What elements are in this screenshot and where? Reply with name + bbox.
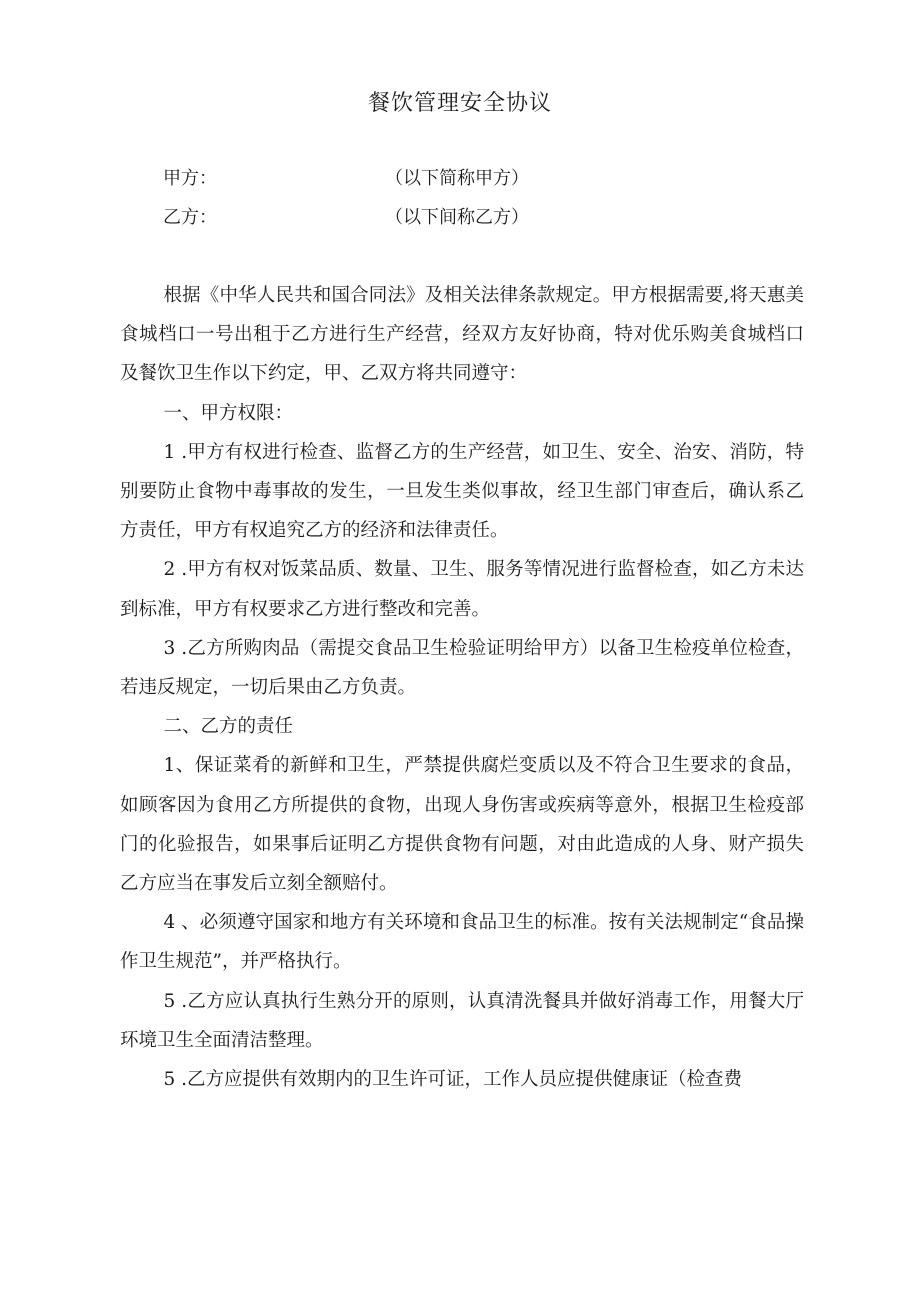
party-a-label: 甲方： bbox=[163, 168, 217, 189]
clause-b5b: 5 .乙方应提供有效期内的卫生许可证，工作人员应提供健康证（检查费 bbox=[163, 1069, 743, 1091]
agreement-body bbox=[120, 276, 804, 1099]
clause-b1: 1、保证菜肴的新鲜和卫生，严禁提供腐烂变质以及不符合卫生要求的食品，如顾客因为食用乙方所提供的食物，出现人身伤害或疾病等意外，根据卫生检疫部门的化验报告，如果事后证明乙方提供食物有问题，对由此造成的人身、财产损失乙方应当在事发后立刻全额赔付。 bbox=[120, 755, 804, 895]
section-heading-party-a-rights: 一、甲方权限： bbox=[163, 402, 293, 424]
party-b-note: （以下间称乙方） bbox=[385, 207, 529, 228]
clause-b5a: 5 .乙方应认真执行生熟分开的原则，认真清洗餐具并做好消毒工作，用餐大厅环境卫生全面清洁整理。 bbox=[120, 990, 804, 1051]
party-b-label: 乙方： bbox=[163, 207, 217, 228]
clause-a2: 2 .甲方有权对饭菜品质、数量、卫生、服务等情况进行监督检查，如乙方未达到标准，甲方有权要求乙方进行整改和完善。 bbox=[120, 559, 804, 620]
section-heading-party-b-duties: 二、乙方的责任 bbox=[163, 716, 293, 738]
party-a-note: （以下简称甲方） bbox=[385, 168, 529, 189]
clause-a1: 1 .甲方有权进行检查、监督乙方的生产经营，如卫生、安全、治安、消防，特别要防止食物中毒事故的发生，一旦发生类似事故，经卫生部门审查后，确认系乙方责任，甲方有权追究乙方的经济和法律责任。 bbox=[120, 441, 804, 542]
clause-b4: 4 、必须遵守国家和地方有关环境和食品卫生的标准。按有关法规制定“食品操作卫生规范”，并严格执行。 bbox=[120, 912, 804, 973]
clause-a3: 3 .乙方所购肉品（需提交食品卫生检验证明给甲方）以备卫生检疫单位检查，若违反规定，一切后果由乙方负责。 bbox=[120, 637, 804, 699]
intro-paragraph: 根据《中华人民共和国合同法》及相关法律条款规定。甲方根据需要,将天惠美食城档口一号出租于乙方进行生产经营，经双方友好协商，特对优乐购美食城档口及餐饮卫生作以下约定，甲、乙双方将共同遵守： bbox=[120, 285, 804, 385]
document-title: 餐饮管理安全协议 bbox=[367, 91, 552, 116]
